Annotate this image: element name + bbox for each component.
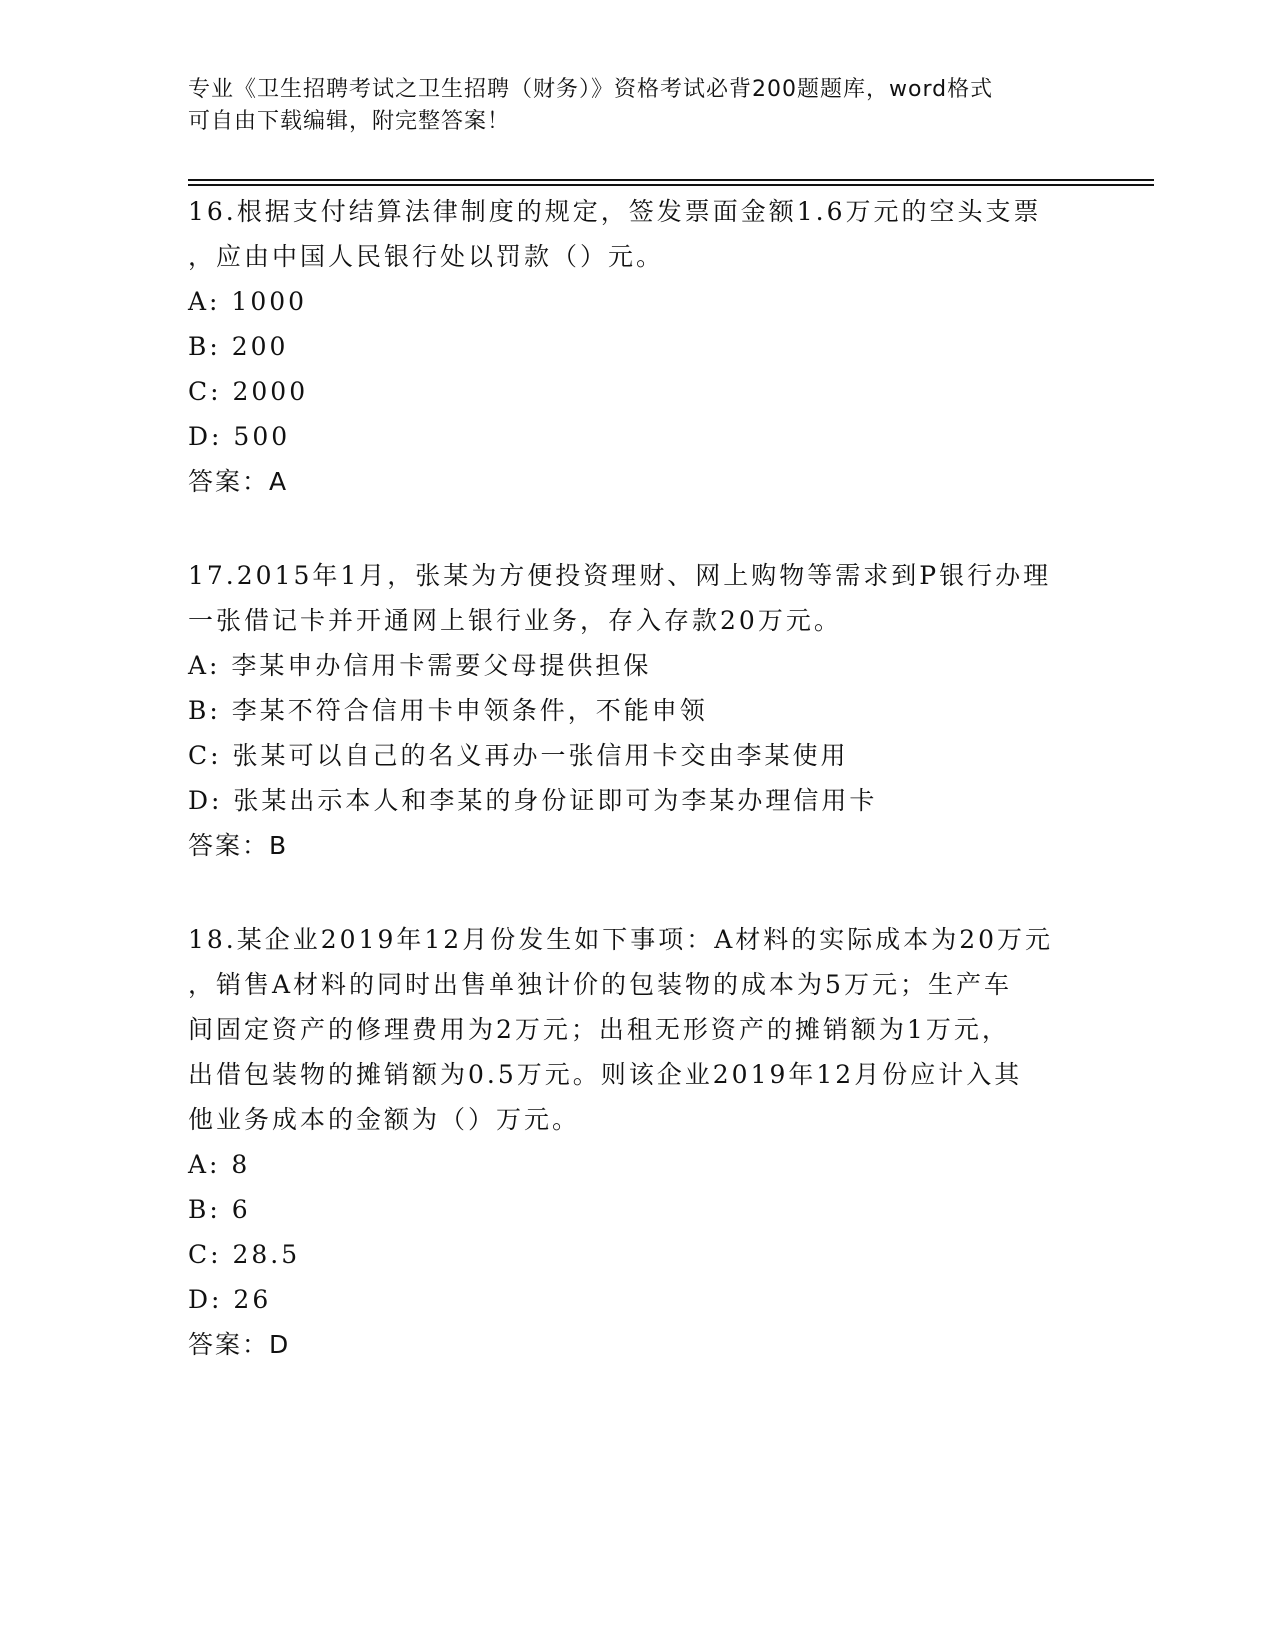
question-stem: [188, 553, 1088, 643]
question-stem-line: 他业务成本的金额为（）万元。: [188, 1105, 581, 1134]
option-b: B: 李某不符合信用卡申领条件，不能申领: [188, 696, 708, 725]
question-stem-line: 出借包装物的摊销额为0.5万元。则该企业2019年12月份应计入其: [188, 1060, 1023, 1089]
option-b: B: 200: [188, 332, 289, 361]
question-stem-line: 18.某企业2019年12月份发生如下事项：A材料的实际成本为20万元: [188, 925, 1054, 954]
question-stem: [188, 189, 1088, 279]
question-stem-line: 17.2015年1月，张某为方便投资理财、网上购物等需求到P银行办理: [188, 561, 1052, 590]
header-title-line-2: 可自由下载编辑，附完整答案！: [188, 109, 511, 134]
option-d: D: 500: [188, 422, 291, 451]
question-18: [188, 917, 1088, 1367]
answer: 答案：B: [188, 831, 289, 860]
option-c: C: 2000: [188, 377, 309, 406]
document-header: [188, 74, 1088, 138]
question-16: [188, 189, 1088, 504]
question-stem: [188, 917, 1088, 1142]
option-a: A: 1000: [188, 287, 308, 316]
answer: 答案：A: [188, 467, 289, 496]
header-divider-top: [188, 179, 1154, 181]
header-title-line-1: 专业《卫生招聘考试之卫生招聘（财务）》资格考试必背200题题库，word格式: [188, 77, 994, 102]
answer: 答案：D: [188, 1330, 291, 1359]
question-stem-line: ，应由中国人民银行处以罚款（）元。: [188, 242, 665, 271]
question-stem-line: 16.根据支付结算法律制度的规定，签发票面金额1.6万元的空头支票: [188, 197, 1042, 226]
option-b: B: 6: [188, 1195, 251, 1224]
option-d: D: 张某出示本人和李某的身份证即可为李某办理信用卡: [188, 786, 878, 815]
question-stem-line: 一张借记卡并开通网上银行业务，存入存款20万元。: [188, 606, 842, 635]
option-c: C: 张某可以自己的名义再办一张信用卡交由李某使用: [188, 741, 849, 770]
question-stem-line: 间固定资产的修理费用为2万元；出租无形资产的摊销额为1万元，: [188, 1015, 1010, 1044]
question-17: [188, 553, 1088, 868]
option-a: A: 李某申办信用卡需要父母提供担保: [188, 651, 652, 680]
option-a: A: 8: [188, 1150, 251, 1179]
header-divider-bottom: [188, 184, 1154, 186]
question-stem-line: ，销售A材料的同时出售单独计价的包装物的成本为5万元；生产车: [188, 970, 1012, 999]
option-d: D: 26: [188, 1285, 272, 1314]
option-c: C: 28.5: [188, 1240, 301, 1269]
